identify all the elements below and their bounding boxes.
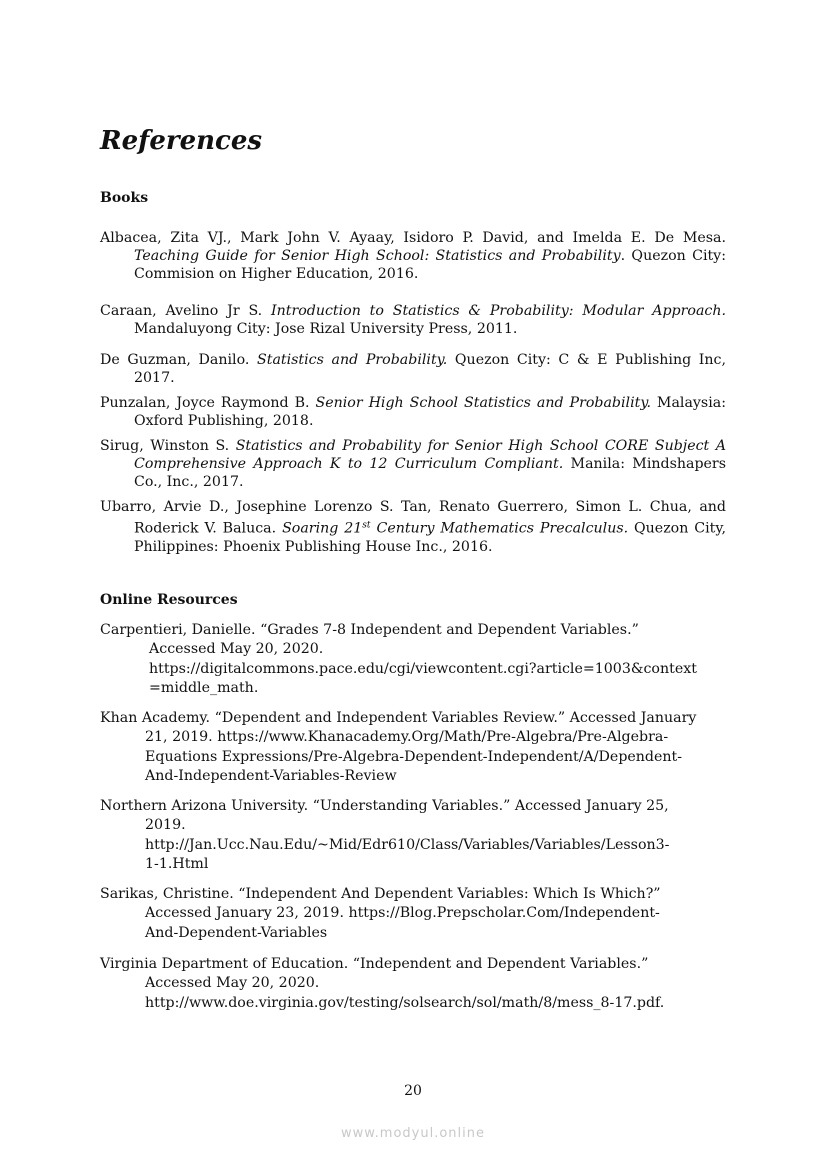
ref-title-cont: Century Mathematics Precalculus.: [370, 520, 629, 537]
ref-author: Punzalan, Joyce Raymond B.: [100, 395, 316, 411]
reference-line: Khan Academy. “Dependent and Independent Variables Review.” Accessed January: [100, 710, 697, 726]
reference-line: http://Jan.Ucc.Nau.Edu/~Mid/Edr610/Class/Variables/Variables/Lesson3-: [145, 836, 670, 853]
reference-line: https://digitalcommons.pace.edu/cgi/viewcontent.cgi?article=1003&context: [149, 660, 697, 677]
online-reference: [100, 885, 661, 943]
books-heading: Books: [100, 190, 149, 206]
ref-title: Senior High School Statistics and Probability.: [315, 395, 651, 411]
reference-line: Equations Expressions/Pre-Algebra-Dependent-Independent/A/Dependent-: [145, 748, 683, 765]
ref-author: Ubarro, Arvie D., Josephine Lorenzo S. Tan, Renato Guerrero, Simon L. Chua, and Roderick V. Baluca.: [100, 499, 726, 537]
ref-author: Caraan, Avelino Jr S.: [100, 303, 271, 319]
watermark: www.modyul.online: [340, 1126, 486, 1141]
online-heading: Online Resources: [100, 592, 238, 608]
ref-publisher: Mandaluyong City: Jose Rizal University Press, 2011.: [134, 321, 518, 338]
ref-author: Albacea, Zita VJ., Mark John V. Ayaay, Isidoro P. David, and Imelda E. De Mesa.: [100, 230, 726, 246]
ref-title: Teaching Guide for Senior High School: Statistics and Probability: [134, 248, 621, 265]
book-reference: [100, 437, 726, 492]
reference-line: Accessed January 23, 2019. https://Blog.Prepscholar.Com/Independent-: [145, 905, 660, 922]
page-title: References: [100, 126, 263, 156]
reference-line: http://www.doe.virginia.gov/testing/solsearch/sol/math/8/mess_8-17.pdf.: [145, 994, 665, 1011]
ref-author: Sirug, Winston S.: [100, 438, 236, 454]
reference-line: Carpentieri, Danielle. “Grades 7-8 Independent and Dependent Variables.”: [100, 622, 639, 638]
reference-line: And-Independent-Variables-Review: [145, 767, 397, 784]
ref-publisher: . Quezon City: Commision on Higher Education, 2016.: [134, 248, 726, 283]
online-reference: [100, 797, 669, 874]
reference-line: =middle_math.: [149, 679, 259, 696]
reference-line: Sarikas, Christine. “Independent And Dependent Variables: Which Is Which?”: [100, 886, 661, 902]
ref-title: Soaring 21: [282, 520, 363, 537]
online-reference: [100, 709, 696, 786]
reference-line: 1-1.Html: [145, 855, 209, 872]
reference-line: Accessed May 20, 2020.: [149, 641, 324, 658]
book-reference: [100, 229, 726, 284]
book-reference: [100, 302, 726, 338]
book-reference: [100, 394, 726, 430]
ref-publisher: Quezon City, Philippines: Phoenix Publishing House Inc., 2016.: [134, 520, 727, 556]
reference-line: Virginia Department of Education. “Independent and Dependent Variables.”: [100, 956, 649, 972]
online-reference: [100, 955, 664, 1013]
reference-line: Accessed May 20, 2020.: [145, 975, 320, 992]
ref-title: Statistics and Probability for Senior High School CORE Subject A Comprehensive Approach K to 12 Curriculum Compliant.: [134, 438, 726, 473]
ref-author: De Guzman, Danilo.: [100, 352, 258, 368]
ref-publisher: Quezon City: C & E Publishing Inc, 2017.: [134, 352, 726, 387]
book-reference: [100, 351, 726, 387]
page-number: 20: [404, 1083, 422, 1099]
reference-line: 2019.: [145, 817, 186, 834]
ref-title: Introduction to Statistics & Probability: Modular Approach.: [271, 303, 726, 319]
reference-line: Northern Arizona University. “Understanding Variables.” Accessed January 25,: [100, 798, 669, 814]
ref-title: Statistics and Probability.: [257, 352, 448, 368]
ref-title-sup: st: [362, 520, 371, 531]
ref-publisher: Manila: Mindshapers Co., Inc., 2017.: [134, 456, 726, 491]
reference-line: 21, 2019. https://www.Khanacademy.Org/Math/Pre-Algebra/Pre-Algebra-: [145, 729, 669, 746]
ref-publisher: Malaysia: Oxford Publishing, 2018.: [134, 395, 726, 430]
book-reference: [100, 498, 726, 556]
reference-line: And-Dependent-Variables: [145, 924, 328, 941]
online-reference: [100, 621, 697, 698]
